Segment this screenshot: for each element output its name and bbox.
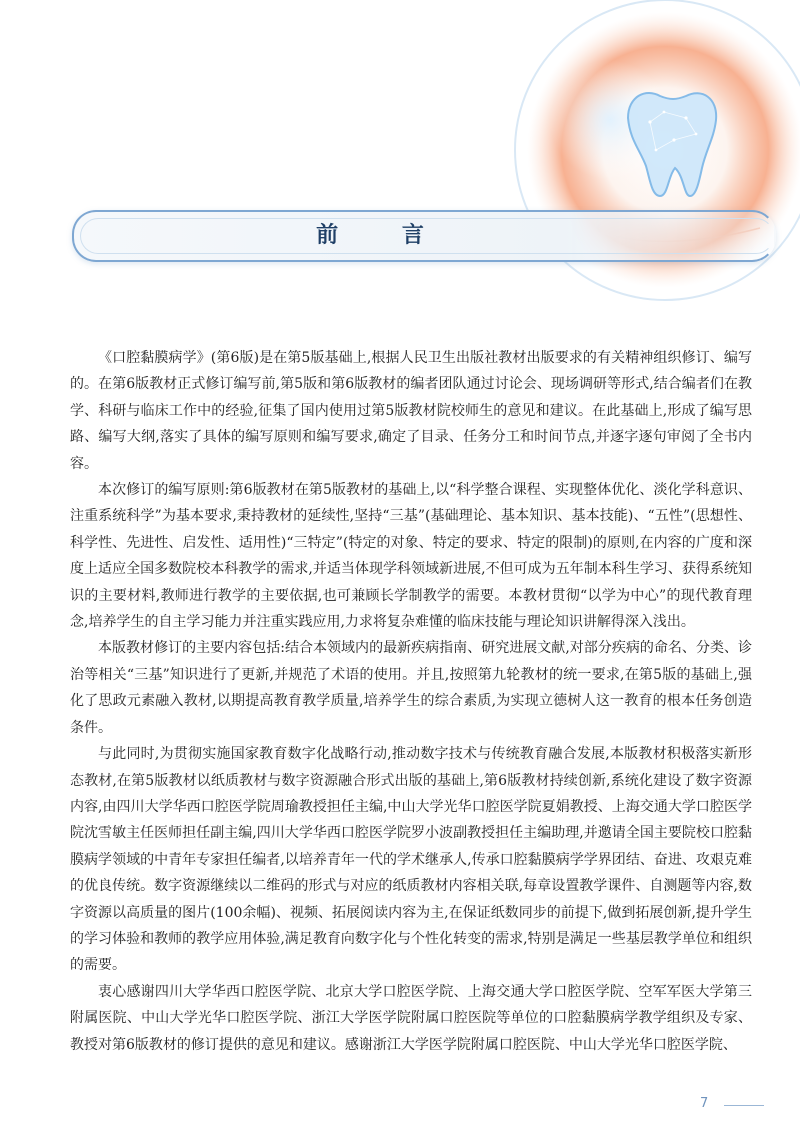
- title-banner: [72, 210, 776, 262]
- paragraph-4: 与此同时,为贯彻实施国家教育数字化战略行动,推动数字技术与传统教育融合发展,本版教材积极落实新形态教材,在第5版教材以纸质教材与数字资源融合形式出版的基础上,第6版教材持续创新,系统化建设了数字资源内容,由四川大学华西口腔医学院周瑜教授担任主编,中山大学光华口腔医学院夏娟教授、上海交通大学口腔医学院沈雪敏主任医师担任副主编,四川大学华西口腔医学院罗小波副教授担任主编助理,并邀请全国主要院校口腔黏膜病学领域的中青年专家担任编者,以培养青年一代的学术继承人,传承口腔黏膜病学学界团结、奋进、攻艰克难的优良传统。数字资源继续以二维码的形式与对应的纸质教材内容相关联,每章设置教学课件、自测题等内容,数字资源以高质量的图片(100余幅)、视频、拓展阅读内容为主,在保证纸数同步的前提下,做到拓展创新,提升学生的学习体验和教师的教学应用体验,满足教育向数字化与个性化转变的需求,特别是满足一些基层教学单位和组织的需要。: [70, 746, 752, 974]
- paragraph-3: 本版教材修订的主要内容包括:结合本领域内的最新疾病指南、研究进展文献,对部分疾病的命名、分类、诊治等相关“三基”知识进行了更新,并规范了术语的使用。并且,按照第九轮教材的统一要求,在第5版的基础上,强化了思政元素融入教材,以期提高教育教学质量,培养学生的综合素质,为实现立德树人这一教育的根本任务创造条件。: [70, 640, 752, 736]
- paragraph-5: 衷心感谢四川大学华西口腔医学院、北京大学口腔医学院、上海交通大学口腔医学院、空军军医大学第三附属医院、中山大学光华口腔医学院、浙江大学医学院附属口腔医院等单位的口腔黏膜病学教学组织及专家、教授对第6版教材的修订提供的意见和建议。感谢浙江大学医学院附属口腔医院、中山大学光华口腔医学院、: [70, 983, 752, 1053]
- paragraph-1: 《口腔黏膜病学》(第6版)是在第5版基础上,根据人民卫生出版社教材出版要求的有关精神组织修订、编写的。在第6版教材正式修订编写前,第5版和第6版教材的编者团队通过讨论会、现场调研等形式,结合编者们在教学、科研与临床工作中的经验,征集了国内使用过第5版教材院校师生的意见和建议。在此基础上,形成了编写思路、编写大纲,落实了具体的编写原则和编写要求,确定了目录、任务分工和时间节点,并逐字逐句审阅了全书内容。: [70, 350, 752, 472]
- page-title: 前 言: [316, 223, 452, 248]
- paragraph-2: 本次修订的编写原则:第6版教材在第5版教材的基础上,以“科学整合课程、实现整体优化、淡化学科意识、注重系统科学”为基本要求,秉持教材的延续性,坚持“三基”(基础理论、基本知识、基本技能)、“五性”(思想性、科学性、先进性、启发性、适用性)“三特定”(特定的对象、特定的要求、特定的限制)的原则,在内容的广度和深度上适应全国多数院校本科教学的需求,并适当体现学科领域新进展,不但可成为五年制本科生学习、获得系统知识的主要材料,教师进行教学的主要依据,也可兼顾长学制教学的需要。本教材贯彻“以学为中心”的现代教育理念,培养学生的自主学习能力并注重实践应用,力求将复杂难懂的临床技能与理论知识讲解得深入浅出。: [70, 482, 752, 631]
- preface-body: [70, 345, 752, 1058]
- page-number-rule: [724, 1105, 764, 1106]
- header-tooth-decoration: [0, 0, 800, 340]
- page-number: 7: [700, 1096, 709, 1111]
